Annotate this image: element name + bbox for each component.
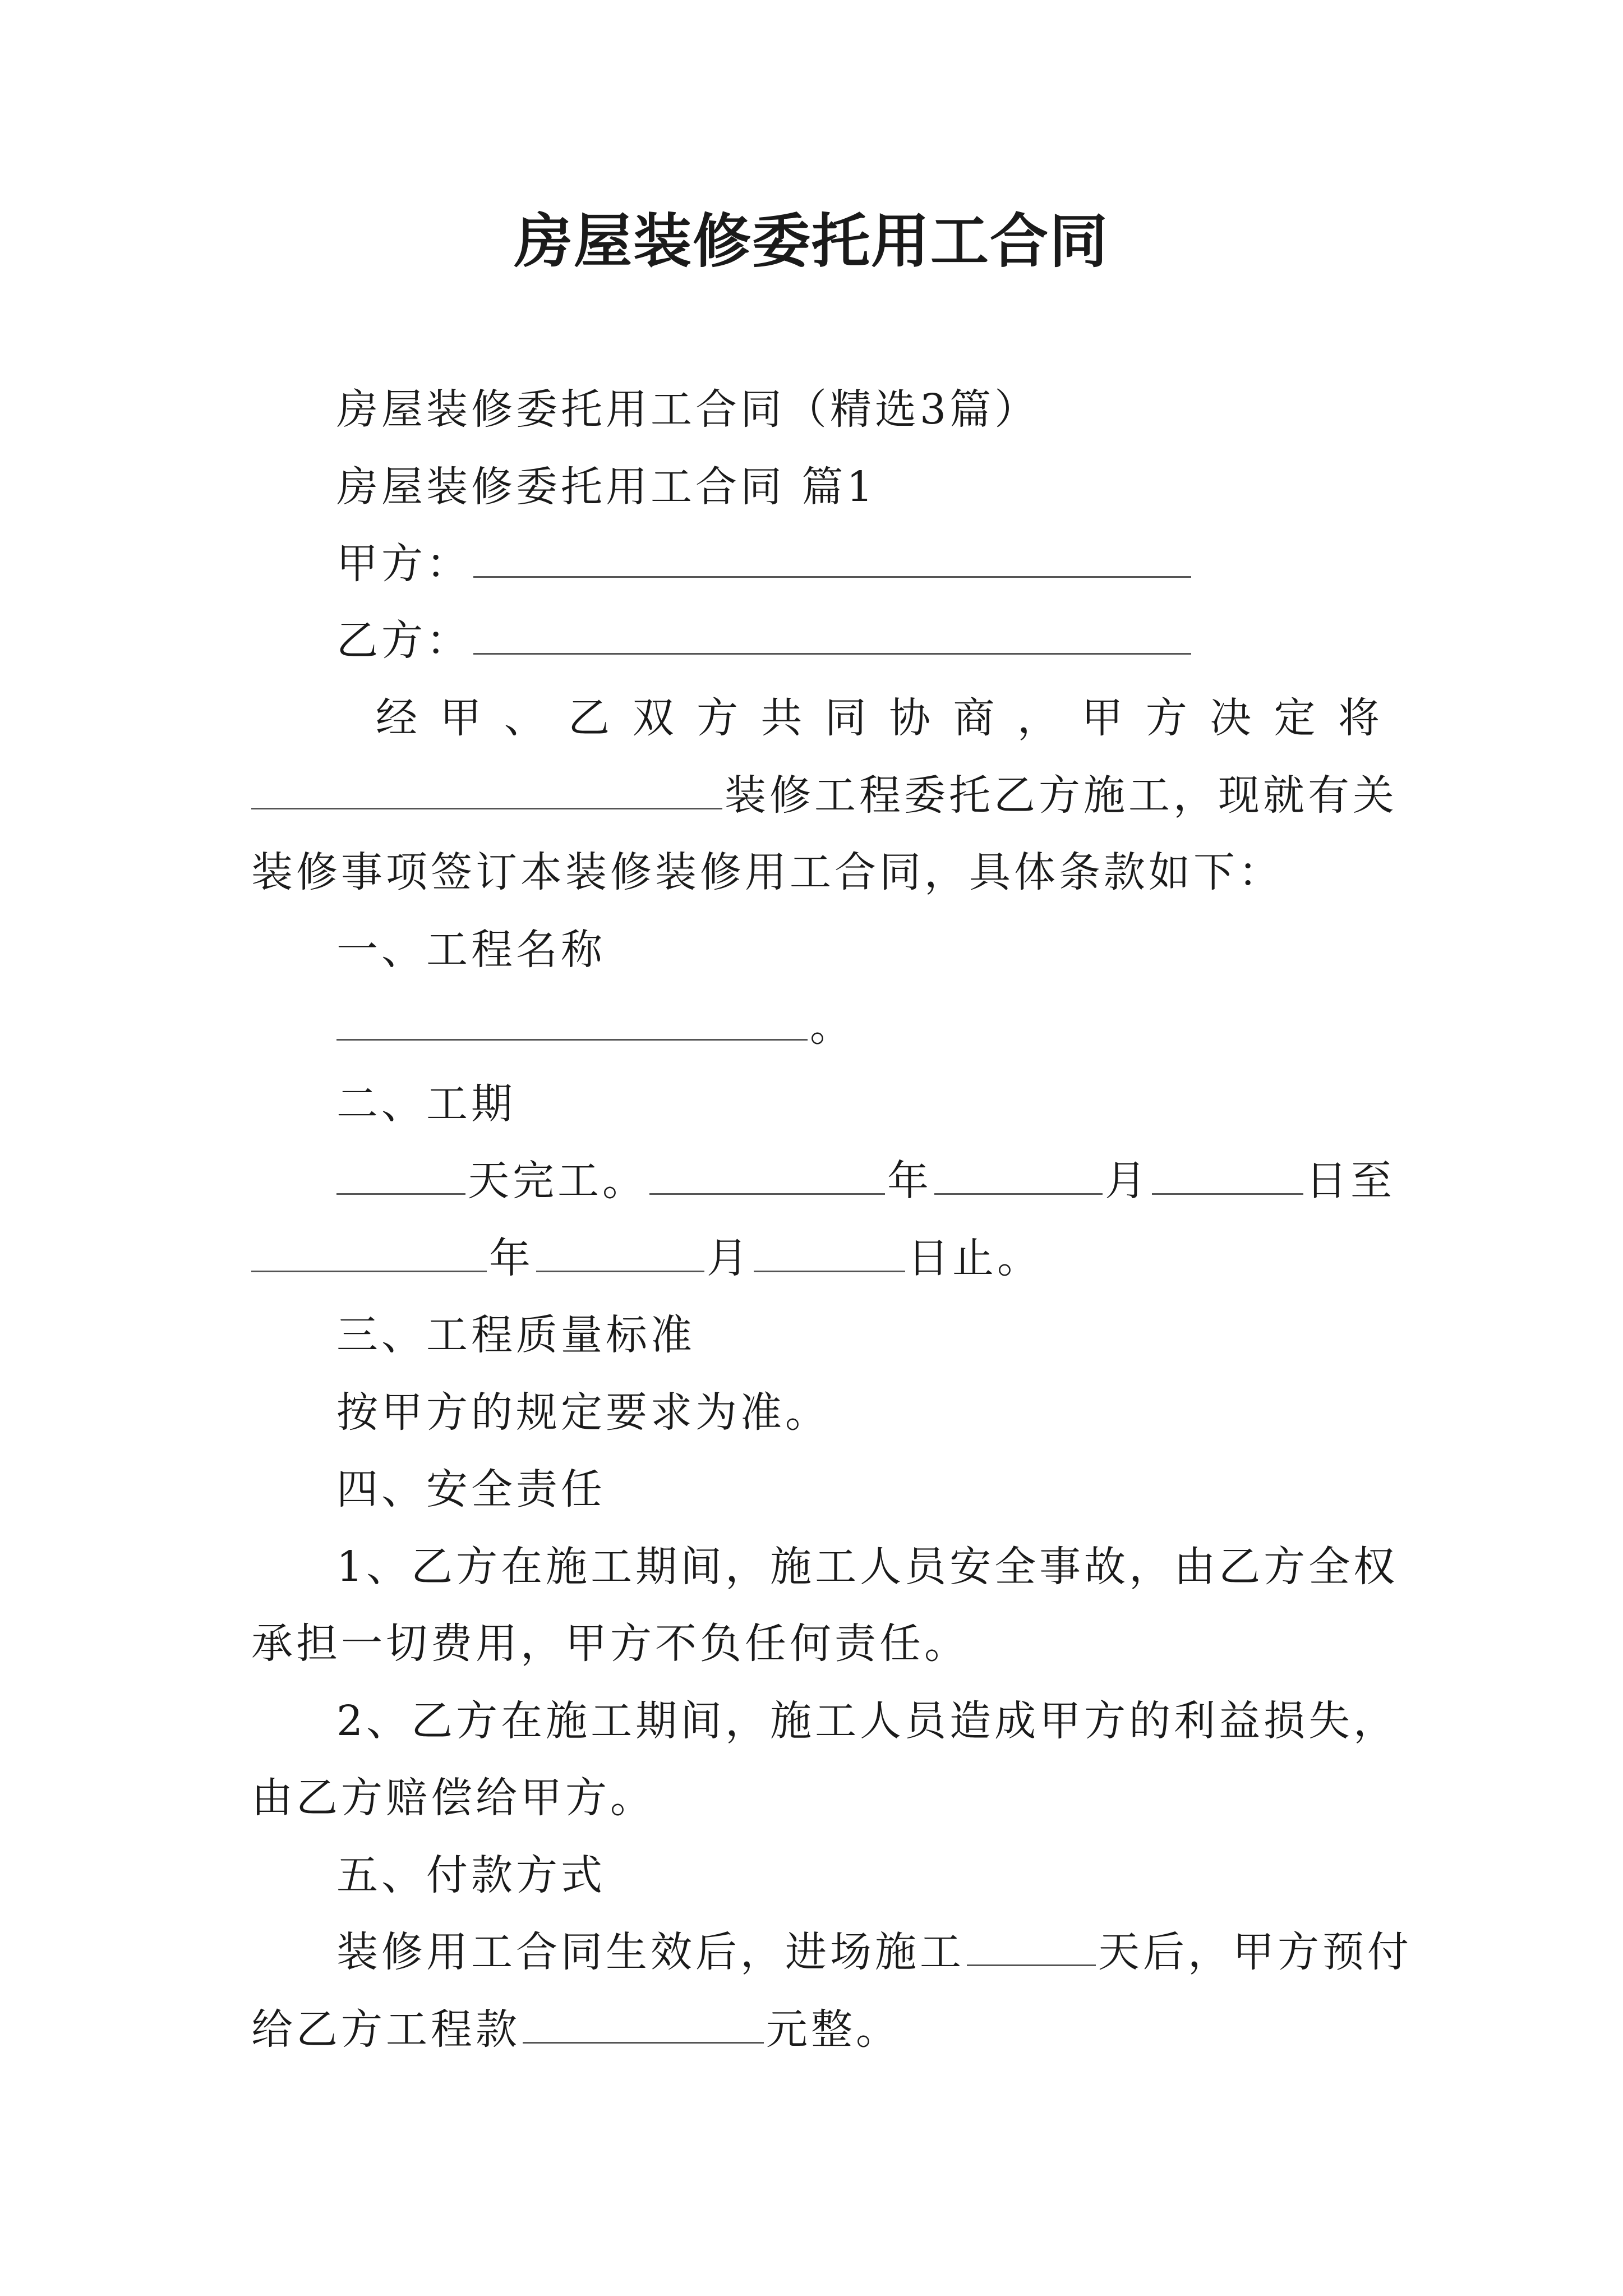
intro-char: 商 xyxy=(953,694,995,742)
party-a-blank xyxy=(473,538,1191,578)
period-text: 年 xyxy=(489,1234,534,1282)
document-title: 房屋装修委托用工合同 xyxy=(514,206,1109,275)
start-year-blank xyxy=(649,1155,885,1195)
party-b-row xyxy=(336,613,1193,669)
intro-char: 同 xyxy=(824,694,866,742)
intro-char: 决 xyxy=(1210,694,1252,742)
section-2-heading: 二、工期 xyxy=(336,1080,516,1128)
intro-char: 乙 xyxy=(568,694,610,742)
section-1-period: 。 xyxy=(810,1002,855,1051)
intro-line-2 xyxy=(251,767,1398,823)
section-1-heading: 一、工程名称 xyxy=(336,926,606,974)
end-day-blank xyxy=(754,1232,905,1272)
intro-char: 方 xyxy=(1145,694,1187,742)
period-text: 年 xyxy=(887,1157,932,1205)
section-4-item-2-line-2: 由乙方赔偿给甲方。 xyxy=(251,1774,655,1822)
intro-line-2-text: 装修工程委托乙方施工，现就有关 xyxy=(725,771,1398,820)
days-blank xyxy=(336,1155,465,1195)
period-line-1 xyxy=(336,1153,1395,1209)
project-location-blank xyxy=(251,770,722,809)
section-4-item-1-line-1: 1、乙方在施工期间，施工人员安全事故，由乙方全权 xyxy=(336,1543,1399,1591)
section-1-body xyxy=(336,999,855,1055)
intro-char: 甲 xyxy=(1081,694,1123,742)
intro-char: ， xyxy=(1017,694,1059,742)
party-a-row xyxy=(336,536,1193,592)
section-3-heading: 三、工程质量标准 xyxy=(336,1311,695,1359)
start-day-blank xyxy=(1152,1155,1303,1195)
payment-text: 给乙方工程款 xyxy=(251,2005,520,2054)
payment-text: 装修用工合同生效后，进场施工 xyxy=(336,1928,965,1976)
payment-text: 天后，甲方预付 xyxy=(1098,1928,1412,1976)
section-4-item-1-line-2: 承担一切费用，甲方不负任何责任。 xyxy=(251,1619,969,1668)
period-text: 日至 xyxy=(1306,1157,1395,1205)
intro-line-1 xyxy=(376,690,1380,746)
section-3-body: 按甲方的规定要求为准。 xyxy=(336,1388,830,1437)
intro-char: 将 xyxy=(1338,694,1380,742)
section-4-heading: 四、安全责任 xyxy=(336,1465,606,1513)
document-subtitle: 房屋装修委托用工合同（精选3篇） xyxy=(336,385,1040,434)
project-name-blank xyxy=(336,1001,808,1041)
end-month-blank xyxy=(536,1232,704,1272)
intro-char: 协 xyxy=(889,694,931,742)
party-a-label: 甲方： xyxy=(336,540,471,588)
section-4-item-2-line-1: 2、乙方在施工期间，施工人员造成甲方的利益损失， xyxy=(336,1697,1399,1745)
intro-line-3: 装修事项签订本装修装修用工合同，具体条款如下： xyxy=(251,848,1283,896)
period-text: 月 xyxy=(1105,1157,1150,1205)
section-5-heading: 五、付款方式 xyxy=(336,1851,606,1899)
payment-line-1 xyxy=(336,1924,1412,1980)
intro-char: 甲 xyxy=(440,694,482,742)
intro-char: 双 xyxy=(632,694,674,742)
start-month-blank xyxy=(934,1155,1103,1195)
intro-char: 经 xyxy=(376,694,417,742)
period-text: 日止。 xyxy=(907,1234,1042,1282)
payment-line-2 xyxy=(251,2001,901,2058)
intro-char: 共 xyxy=(760,694,803,742)
party-b-blank xyxy=(473,615,1191,655)
period-line-2 xyxy=(251,1230,1042,1286)
period-text: 天完工。 xyxy=(468,1157,647,1205)
period-text: 月 xyxy=(707,1234,751,1282)
article-heading: 房屋装修委托用工合同 篇1 xyxy=(336,463,877,511)
payment-amount-blank xyxy=(523,2004,764,2044)
intro-char: 方 xyxy=(696,694,738,742)
end-year-blank xyxy=(251,1232,487,1272)
payment-days-blank xyxy=(967,1926,1096,1966)
payment-text: 元整。 xyxy=(766,2005,901,2054)
intro-char: 、 xyxy=(504,694,546,742)
intro-char: 定 xyxy=(1274,694,1316,742)
party-b-label: 乙方： xyxy=(336,616,471,665)
